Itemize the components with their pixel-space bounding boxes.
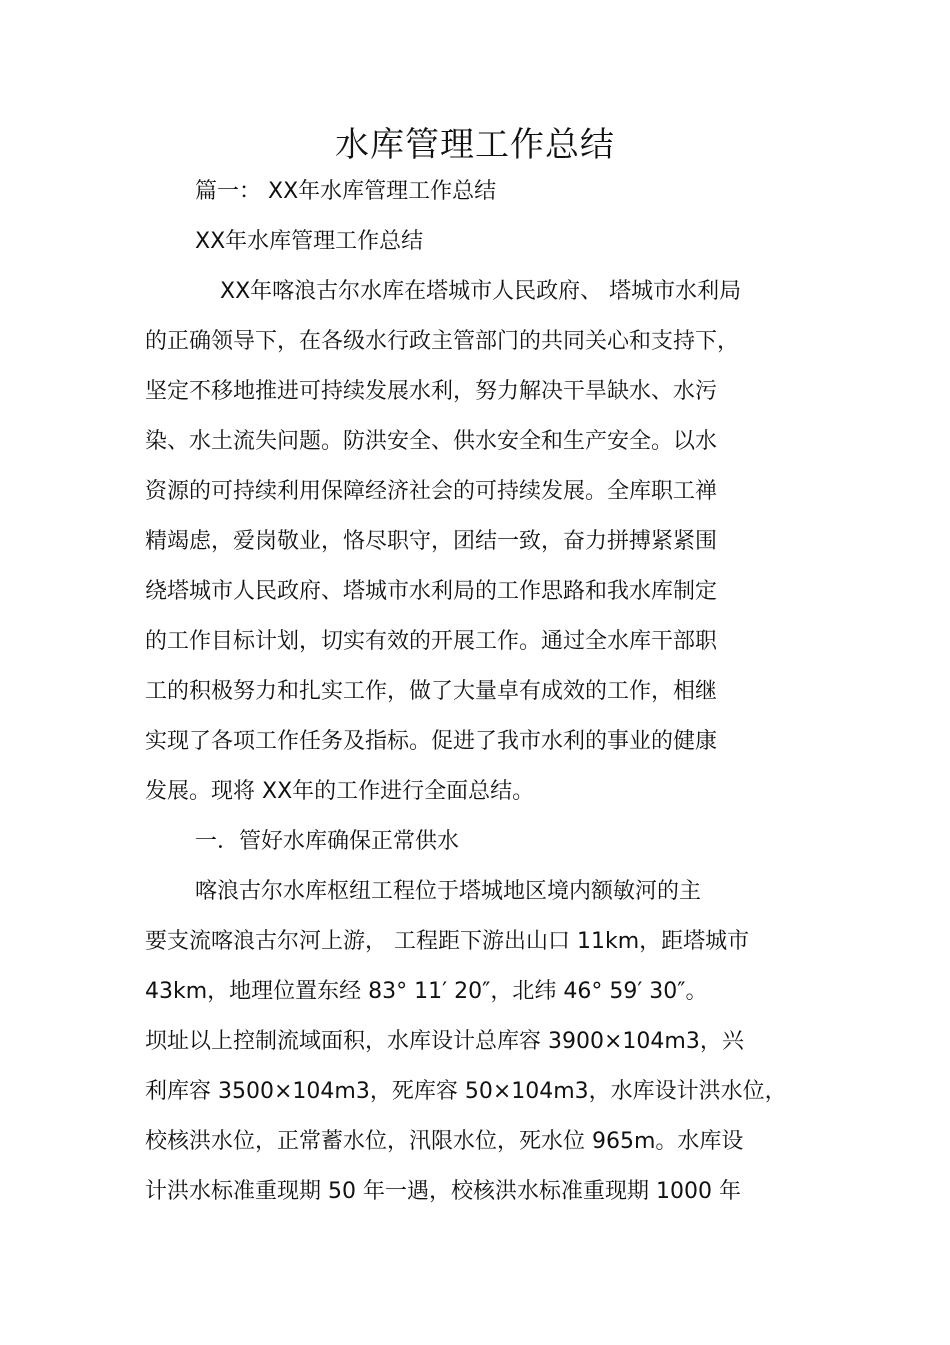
paragraph-line: 资源的可持续利用保障经济社会的可持续发展。全库职工禅 — [145, 479, 718, 504]
paragraph-line: 坝址以上控制流域面积，水库设计总库容 3900×104m3，兴 — [145, 1029, 744, 1054]
paragraph-line: 实现了各项工作任务及指标。促进了我市水利的事业的健康 — [145, 729, 718, 754]
subtitle-line: 篇一： XX年水库管理工作总结 — [195, 179, 497, 204]
paragraph-line: XX年喀浪古尔水库在塔城市人民政府、 塔城市水利局 — [220, 279, 742, 304]
paragraph-line: 绕塔城市人民政府、塔城市水利局的工作思路和我水库制定 — [145, 579, 718, 604]
paragraph-line: 要支流喀浪古尔河上游， 工程距下游出山口 11km，距塔城市 — [145, 929, 750, 954]
paragraph-line: 染、水土流失问题。防洪安全、供水安全和生产安全。以水 — [145, 429, 718, 454]
paragraph-line: 工的积极努力和扎实工作，做了大量卓有成效的工作，相继 — [145, 679, 718, 704]
paragraph-line: 43km，地理位置东经 83° 11′ 20″，北纬 46° 59′ 30″。 — [145, 979, 708, 1004]
section-heading-line: XX年水库管理工作总结 — [195, 229, 424, 254]
paragraph-line: 的正确领导下，在各级水行政主管部门的共同关心和支持下， — [145, 329, 740, 354]
paragraph-line: 坚定不移地推进可持续发展水利，努力解决干旱缺水、水污 — [145, 379, 718, 404]
paragraph-line: 计洪水标准重现期 50 年一遇，校核洪水标准重现期 1000 年 — [145, 1179, 741, 1204]
section-heading-line: 一．管好水库确保正常供水 — [195, 829, 460, 854]
document-title: 水库管理工作总结 — [335, 125, 615, 165]
paragraph-line: 校核洪水位，正常蓄水位，汛限水位，死水位 965m。水库设 — [145, 1129, 744, 1154]
paragraph-line: 精竭虑，爱岗敬业，恪尽职守，团结一致，奋力拼搏紧紧围 — [145, 529, 718, 554]
paragraph-line: 发展。现将 XX年的工作进行全面总结。 — [145, 779, 535, 804]
paragraph-line: 利库容 3500×104m3，死库容 50×104m3，水库设计洪水位， — [145, 1079, 787, 1104]
paragraph-line: 喀浪古尔水库枢纽工程位于塔城地区境内额敏河的主 — [195, 879, 702, 904]
paragraph-line: 的工作目标计划，切实有效的开展工作。通过全水库干部职 — [145, 629, 718, 654]
